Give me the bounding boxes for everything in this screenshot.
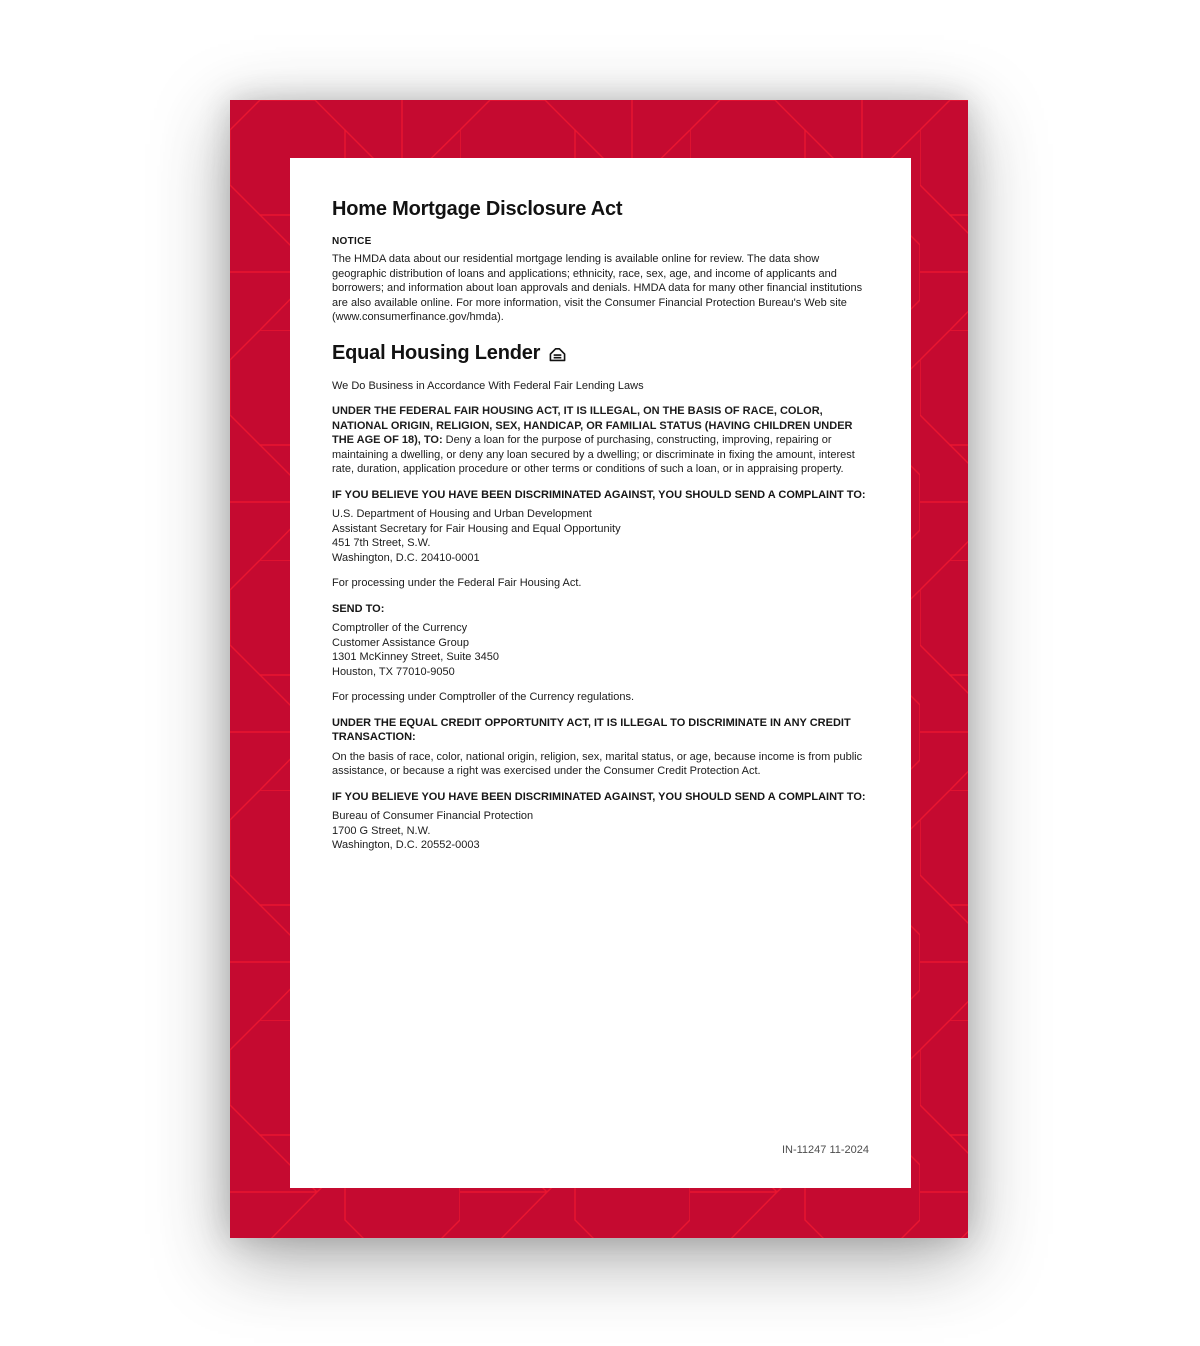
- address-line: Houston, TX 77010-9050: [332, 665, 455, 678]
- address-line: Washington, D.C. 20410-0001: [332, 551, 480, 564]
- ecoa-paragraph: On the basis of race, color, national origin, religion, sex, marital status, or age, because income is from public assistance, or because a right was exercised under the Consumer Credit Protection Act.: [332, 750, 863, 778]
- page-title: Home Mortgage Disclosure Act: [332, 198, 623, 220]
- address-line: Assistant Secretary for Fair Housing and Equal Opportunity: [332, 522, 621, 535]
- fair-housing-act-bold-run: UNDER THE FEDERAL FAIR HOUSING ACT, IT IS ILLEGAL, ON THE BASIS OF RACE, COLOR, NATIONAL ORIGIN, RELIGION, SEX, HANDICAP, OR FAMILIAL STATUS (HAVING CHILDREN UNDER THE AGE OF 18), TO:: [332, 405, 853, 447]
- address-line: Customer Assistance Group: [332, 636, 469, 649]
- document-page: [290, 158, 911, 1188]
- fair-housing-act-paragraph: [332, 404, 869, 477]
- equal-housing-lender-heading: [332, 342, 869, 365]
- address-line: 451 7th Street, S.W.: [332, 537, 431, 550]
- fair-lending-tagline: We Do Business in Accordance With Federal Fair Lending Laws: [332, 379, 644, 392]
- hud-address-block: [332, 507, 869, 565]
- cfpb-address-block: [332, 809, 869, 853]
- address-line: Comptroller of the Currency: [332, 622, 468, 635]
- form-number: IN-11247 11-2024: [781, 1144, 869, 1156]
- address-line: U.S. Department of Housing and Urban Development: [332, 508, 592, 521]
- hud-processing-note: For processing under the Federal Fair Housing Act.: [332, 577, 582, 590]
- occ-address-block: [332, 621, 869, 679]
- complaint-heading-cfpb: IF YOU BELIEVE YOU HAVE BEEN DISCRIMINATED AGAINST, YOU SHOULD SEND A COMPLAINT TO:: [332, 790, 866, 803]
- address-line: Washington, D.C. 20552-0003: [332, 839, 480, 852]
- complaint-heading-hud: IF YOU BELIEVE YOU HAVE BEEN DISCRIMINATED AGAINST, YOU SHOULD SEND A COMPLAINT TO:: [332, 488, 866, 501]
- notice-paragraph: The HMDA data about our residential mortgage lending is available online for review. The data show geographic distribution of loans and applications; ethnicity, race, sex, age, and income of applicants and borrowers; and information about loan approvals and denials. HMDA data for many other financial institutions are also available online. For more information, visit the Consumer Financial Protection Bureau's Web site (www.consumerfinance.gov/hmda).: [332, 253, 863, 324]
- fair-housing-act-regular-run: Deny a loan for the purpose of purchasing, constructing, improving, repairing or maintaining a dwelling, or deny any loan secured by a dwelling; or discriminate in fixing the amount, interest rate, duration, application procedure or other terms or conditions of such a loan, or in appraising property.: [332, 434, 855, 476]
- red-patterned-poster-border: [230, 100, 968, 1238]
- section-title-text: Equal Housing Lender: [332, 341, 541, 364]
- send-to-label: SEND TO:: [332, 602, 385, 615]
- ecoa-heading: UNDER THE EQUAL CREDIT OPPORTUNITY ACT, IT IS ILLEGAL TO DISCRIMINATE IN ANY CREDIT TRANSACTION:: [332, 716, 851, 744]
- equal-housing-house-icon: [548, 346, 567, 363]
- occ-processing-note: For processing under Comptroller of the Currency regulations.: [332, 691, 635, 704]
- address-line: 1301 McKinney Street, Suite 3450: [332, 651, 499, 664]
- address-line: 1700 G Street, N.W.: [332, 824, 431, 837]
- address-line: Bureau of Consumer Financial Protection: [332, 810, 534, 823]
- notice-label: NOTICE: [332, 236, 372, 247]
